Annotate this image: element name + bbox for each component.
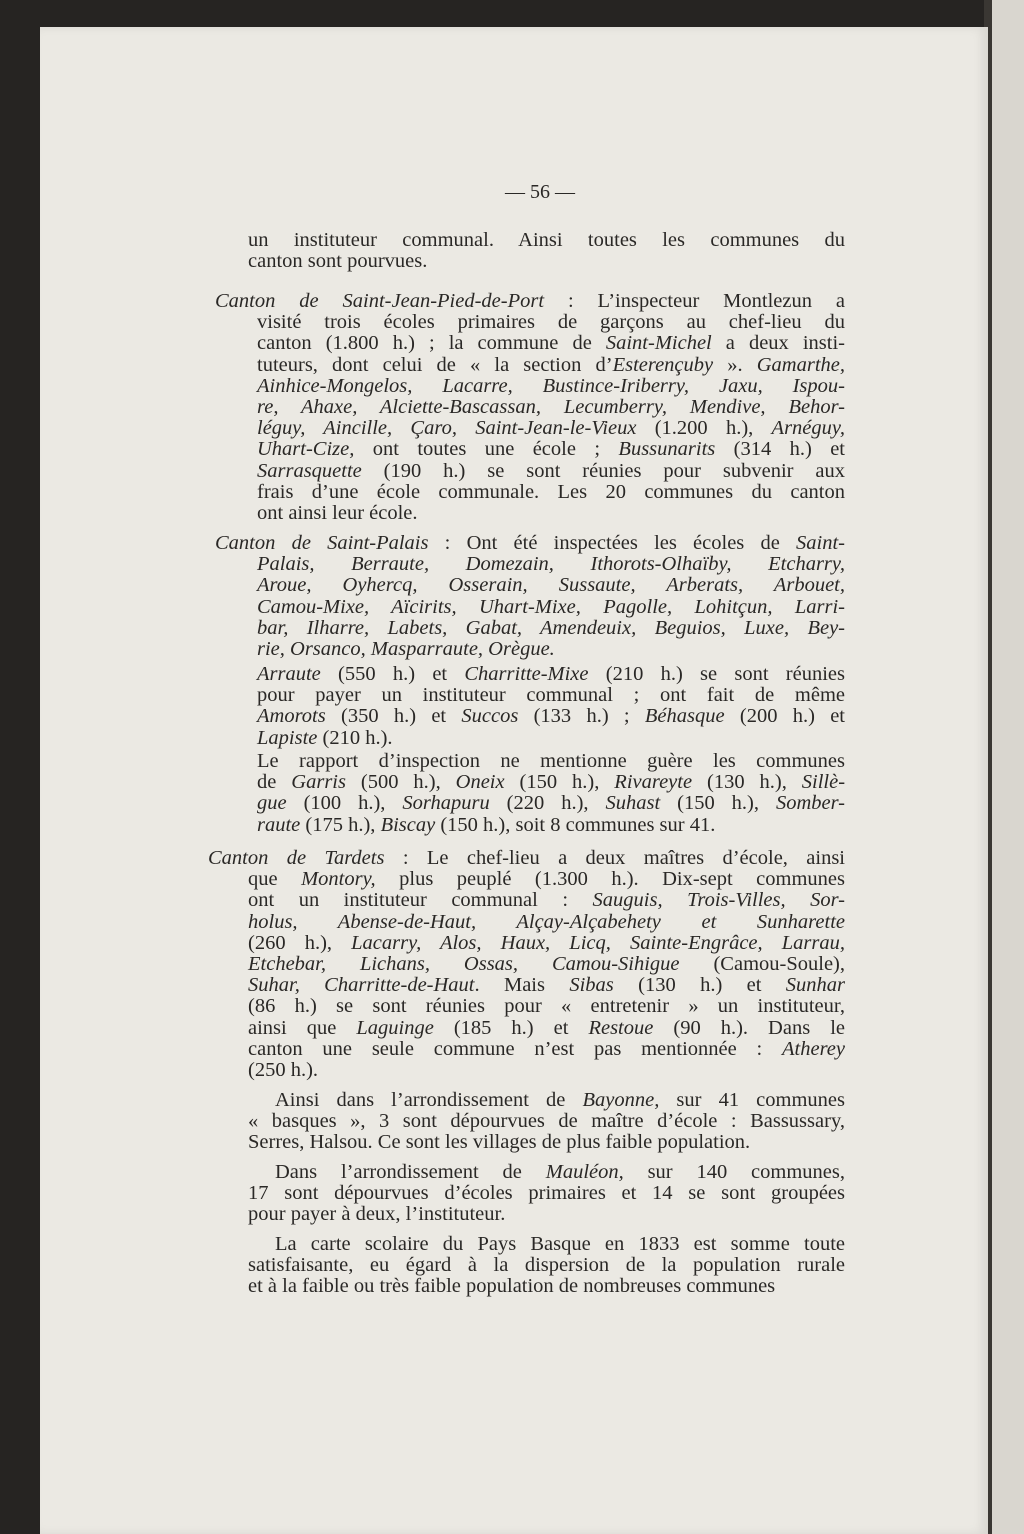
italic-text: Lapiste bbox=[257, 726, 318, 749]
text-line bbox=[257, 618, 845, 639]
text: (100 h.), bbox=[286, 792, 403, 815]
text: Le rapport d’inspection ne mentionne guère les communes bbox=[257, 750, 845, 772]
text-line bbox=[257, 597, 845, 618]
paragraph-arraute bbox=[0, 664, 845, 749]
text-line bbox=[257, 751, 845, 772]
text: ». bbox=[713, 353, 757, 376]
italic-text: Sillè- bbox=[801, 771, 846, 794]
italic-text: bar, Ilharre, Labets, Gabat, Amendeuix, Beguios, Luxe, Bey- bbox=[257, 616, 845, 639]
text-line bbox=[248, 1111, 845, 1132]
italic-text: Esterençuby bbox=[612, 353, 714, 376]
text: plus peuplé (1.300 h.). Dix-sept communes bbox=[375, 868, 845, 891]
text: canton sont pourvues. bbox=[248, 250, 428, 273]
text: ont un instituteur communal : bbox=[248, 889, 593, 912]
italic-text: Sibas bbox=[569, 974, 614, 997]
text: ont ainsi leur école. bbox=[257, 501, 418, 524]
italic-text: raute bbox=[257, 813, 301, 836]
text: : L’inspecteur Montlezun a bbox=[544, 290, 845, 312]
text: satisfaisante, eu égard à la dispersion de la population rurale bbox=[248, 1254, 845, 1277]
text: pour payer un instituteur communal ; ont fait de même bbox=[257, 684, 845, 707]
text: (Camou-Soule), bbox=[679, 952, 845, 975]
text: (130 h.) et bbox=[613, 974, 786, 997]
text: (220 h.), bbox=[489, 792, 606, 815]
text-line bbox=[275, 1090, 845, 1111]
text: (150 h.), bbox=[660, 792, 776, 815]
paragraph-bayonne bbox=[0, 1090, 845, 1154]
text: (130 h.), bbox=[692, 771, 802, 794]
text: visité trois écoles primaires de garçons au chef-lieu du bbox=[257, 311, 845, 334]
italic-text: Lacarry, Alos, Haux, Licq, Sainte-Engrâce, Larrau, bbox=[351, 931, 845, 954]
text-line bbox=[257, 664, 845, 685]
text: Serres, Halsou. Ce sont les villages de plus faible population. bbox=[248, 1131, 751, 1154]
text: canton une seule commune n’est pas mentionnée : bbox=[248, 1037, 783, 1060]
italic-text: Biscay bbox=[380, 813, 436, 836]
text-line bbox=[257, 815, 845, 836]
italic-text: Sunhar bbox=[785, 974, 845, 997]
text: Ainsi dans l’arrondissement de bbox=[275, 1089, 583, 1111]
paragraph-rapport-inspection bbox=[0, 751, 845, 836]
text-line bbox=[257, 503, 845, 524]
italic-text: Rivareyte bbox=[614, 771, 693, 794]
text-line bbox=[248, 251, 845, 272]
page-number: — 56 — bbox=[505, 181, 575, 203]
facing-page-edge bbox=[990, 0, 1024, 1534]
text: (314 h.) et bbox=[715, 438, 845, 461]
italic-text: holus, Abense-de-Haut, Alçay-Alçabehety et Sunharette bbox=[248, 910, 845, 933]
italic-text: Arraute bbox=[257, 663, 321, 685]
text: que bbox=[248, 868, 302, 891]
italic-text: Sauguis, Trois-Villes, Sor- bbox=[592, 889, 846, 912]
italic-text: Gamarthe, bbox=[756, 353, 845, 376]
text: (500 h.), bbox=[345, 771, 456, 794]
italic-text: Canton de Saint-Jean-Pied-de-Port bbox=[215, 290, 545, 312]
text-line bbox=[248, 1276, 845, 1297]
italic-text: Charritte-Mixe bbox=[464, 663, 589, 685]
text-line bbox=[257, 482, 845, 503]
text: (550 h.) et bbox=[320, 663, 465, 685]
italic-text: Amorots bbox=[257, 705, 326, 728]
italic-text: Ainhice-Mongelos, Lacarre, Bustince-Iriberry, Jaxu, Ispou- bbox=[257, 374, 845, 397]
text-line bbox=[257, 554, 845, 575]
text: ainsi que bbox=[248, 1016, 357, 1039]
text-line bbox=[248, 1018, 845, 1039]
text-line bbox=[257, 418, 845, 439]
italic-text: Oneix bbox=[455, 771, 505, 794]
text: (190 h.) se sont réunies pour subvenir aux bbox=[361, 459, 845, 482]
paragraph-canton-saint-palais bbox=[0, 533, 845, 660]
italic-text: Bussunarits bbox=[618, 438, 716, 461]
text: de bbox=[257, 771, 292, 794]
text: a deux insti- bbox=[711, 332, 845, 355]
italic-text: Somber- bbox=[775, 792, 845, 815]
italic-text: Aroue, Oyhercq, Osserain, Sussaute, Arberats, Arbouet, bbox=[257, 574, 845, 597]
text-line bbox=[248, 975, 845, 996]
text: (150 h.), bbox=[504, 771, 615, 794]
italic-text: Canton de Saint-Palais bbox=[215, 532, 429, 554]
italic-text: Arnéguy, bbox=[771, 417, 845, 440]
text: . Mais bbox=[474, 974, 570, 997]
paragraph-canton-saint-jean-pied-de-port bbox=[0, 291, 845, 524]
italic-text: Bayonne, bbox=[582, 1089, 660, 1111]
text: canton (1.800 h.) ; la commune de bbox=[257, 332, 606, 355]
text-line bbox=[215, 533, 845, 554]
italic-text: Sorhapuru bbox=[402, 792, 490, 815]
italic-text: Béhasque bbox=[644, 705, 725, 728]
text: (260 h.), bbox=[248, 931, 352, 954]
text-line bbox=[257, 397, 845, 418]
paragraph-continuation bbox=[0, 230, 845, 272]
text-line bbox=[208, 848, 845, 869]
text: un instituteur communal. Ainsi toutes les communes du bbox=[248, 229, 845, 251]
text: (250 h.). bbox=[248, 1058, 319, 1081]
text: (210 h.). bbox=[317, 726, 393, 749]
italic-text: Suhar, Charritte-de-Haut bbox=[248, 974, 475, 997]
text-line bbox=[248, 954, 845, 975]
text: « basques », 3 sont dépourvues de maître d’école : Bassussary, bbox=[248, 1110, 845, 1133]
text-line bbox=[257, 685, 845, 706]
text: (200 h.) et bbox=[724, 705, 846, 728]
text-line bbox=[248, 890, 845, 911]
text: (175 h.), bbox=[300, 813, 381, 836]
text-line bbox=[257, 575, 845, 596]
text: sur 140 communes, bbox=[623, 1161, 845, 1183]
italic-text: Succos bbox=[461, 705, 519, 728]
text: pour payer à deux, l’instituteur. bbox=[248, 1203, 506, 1226]
text-line bbox=[257, 793, 845, 814]
text: (210 h.) se sont réunies bbox=[588, 663, 845, 685]
text-line bbox=[248, 1204, 845, 1225]
italic-text: Sarrasquette bbox=[257, 459, 362, 482]
text-line bbox=[248, 1183, 845, 1204]
italic-text: Garris bbox=[291, 771, 346, 794]
text: : Ont été inspectées les écoles de bbox=[428, 532, 797, 554]
text: : Le chef-lieu a deux maîtres d’école, ainsi bbox=[384, 847, 845, 869]
text-line bbox=[275, 1234, 845, 1255]
text-line bbox=[257, 312, 845, 333]
text-line bbox=[248, 1060, 845, 1081]
italic-text: Mauléon, bbox=[545, 1161, 624, 1183]
text: (150 h.), soit 8 communes sur 41. bbox=[435, 813, 716, 836]
text-line bbox=[257, 772, 845, 793]
text-line bbox=[248, 1039, 845, 1060]
text: (133 h.) ; bbox=[518, 705, 645, 728]
text-line bbox=[248, 869, 845, 890]
text-line bbox=[248, 996, 845, 1017]
text: (90 h.). Dans le bbox=[653, 1016, 845, 1039]
paragraph-carte-scolaire bbox=[0, 1234, 845, 1298]
italic-text: Atherey bbox=[782, 1037, 845, 1060]
text: ont toutes une école ; bbox=[354, 438, 619, 461]
text: frais d’une école communale. Les 20 communes du canton bbox=[257, 480, 845, 503]
italic-text: rie, Orsanco, Masparraute, Orègue. bbox=[257, 637, 555, 660]
italic-text: Saint-Michel bbox=[605, 332, 712, 355]
text-line bbox=[257, 706, 845, 727]
text: 17 sont dépourvues d’écoles primaires et 14 se sont groupées bbox=[248, 1182, 845, 1205]
text-line bbox=[248, 1255, 845, 1276]
text: et à la faible ou très faible population de nombreuses communes bbox=[248, 1275, 776, 1298]
italic-text: Restoue bbox=[588, 1016, 654, 1039]
italic-text: Saint- bbox=[796, 532, 845, 554]
text-line bbox=[257, 728, 845, 749]
text-line bbox=[257, 376, 845, 397]
text: La carte scolaire du Pays Basque en 1833 est somme toute bbox=[275, 1233, 845, 1255]
italic-text: Montory, bbox=[301, 868, 376, 891]
text: tuteurs, dont celui de « la section d’ bbox=[257, 353, 613, 376]
italic-text: Palais, Berraute, Domezain, Ithorots-Olhaïby, Etcharry, bbox=[257, 553, 845, 576]
text-line bbox=[257, 439, 845, 460]
text-line bbox=[275, 1162, 845, 1183]
paragraph-mauleon bbox=[0, 1162, 845, 1226]
text-line bbox=[257, 355, 845, 376]
text: (86 h.) se sont réunies pour « entretenir » un instituteur, bbox=[248, 995, 845, 1018]
italic-text: Laguinge bbox=[356, 1016, 434, 1039]
text: Dans l’arrondissement de bbox=[275, 1161, 546, 1183]
text-line bbox=[257, 639, 845, 660]
text: (350 h.) et bbox=[325, 705, 462, 728]
italic-text: Uhart-Cize, bbox=[257, 438, 355, 461]
italic-text: Camou-Mixe, Aïcirits, Uhart-Mixe, Pagolle, Lohitçun, Larri- bbox=[257, 595, 845, 618]
text-line bbox=[257, 333, 845, 354]
italic-text: Suhast bbox=[605, 792, 661, 815]
italic-text: Canton de Tardets bbox=[208, 847, 385, 869]
text-line bbox=[257, 461, 845, 482]
text-line bbox=[248, 230, 845, 251]
text-line bbox=[248, 912, 845, 933]
paragraph-canton-tardets bbox=[0, 848, 845, 1081]
italic-text: Etchebar, Lichans, Ossas, Camou-Sihigue bbox=[248, 952, 680, 975]
italic-text: léguy, Aincille, Çaro, Saint-Jean-le-Vieux bbox=[257, 417, 637, 440]
text-line bbox=[248, 933, 845, 954]
text: sur 41 communes bbox=[659, 1089, 845, 1111]
text-line bbox=[248, 1132, 845, 1153]
text: (185 h.) et bbox=[433, 1016, 589, 1039]
italic-text: gue bbox=[257, 792, 287, 815]
text: (1.200 h.), bbox=[636, 417, 772, 440]
text-line bbox=[215, 291, 845, 312]
italic-text: re, Ahaxe, Alciette-Bascassan, Lecumberry, Mendive, Behor- bbox=[257, 395, 845, 418]
